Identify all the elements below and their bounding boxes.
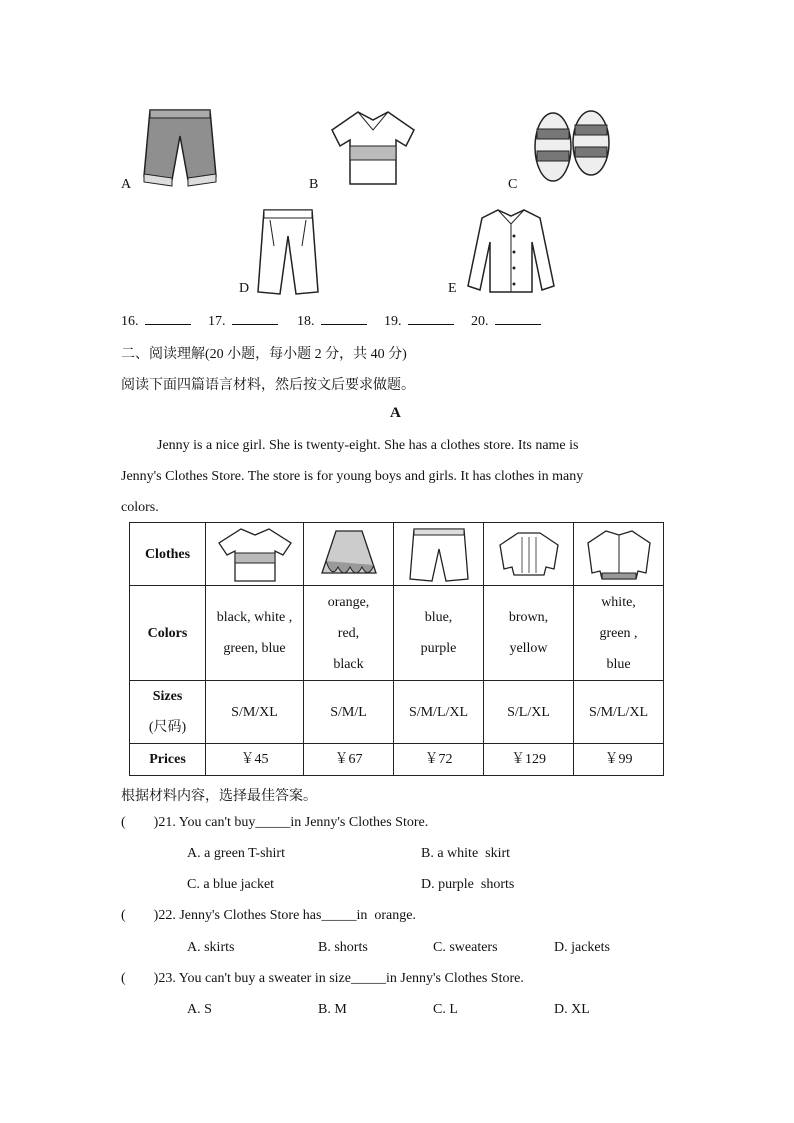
row-header-colors: Colors [130,586,206,681]
picture-label-a: A [121,177,132,192]
picture-c [527,107,617,185]
passage-line-2: Jenny's Clothes Store. The store is for young boys and girls. It has clothes in many [121,469,584,484]
clothes-cell [484,523,574,586]
answer-20: 20. [471,312,541,330]
price-cell: ￥45 [206,744,304,776]
picture-e [466,206,556,296]
sizes-cell: S/M/L [304,681,394,744]
colors-cell: black, white , green, blue [206,586,304,681]
question-23-option-c[interactable]: C. L [433,1002,458,1017]
passage-line-1: Jenny is a nice girl. She is twenty-eight. She has a clothes store. Its name is [157,438,579,453]
question-23-option-d[interactable]: D. XL [554,1002,590,1017]
question-23-option-b[interactable]: B. M [318,1002,347,1017]
picture-label-d: D [239,281,250,296]
section-heading: 二、阅读理解(20 小题，每小题 2 分，共 40 分) [121,347,407,362]
picture-b [328,108,418,188]
answer-19: 19. [384,312,454,330]
trousers-icon [256,206,320,296]
question-22-stem: ( )22. Jenny's Clothes Store has_____in orange. [121,908,416,923]
sandals-icon [527,107,617,185]
picture-d [256,206,320,296]
choose-instruction: 根据材料内容，选择最佳答案。 [121,789,317,804]
answer-18: 18. [297,312,367,330]
picture-label-e: E [448,281,457,296]
sweater-icon [496,529,562,579]
picture-a [138,106,222,188]
jacket-icon [584,527,654,581]
sizes-cell: S/L/XL [484,681,574,744]
question-21-option-c[interactable]: C. a blue jacket [187,877,275,892]
question-22-option-b[interactable]: B. shorts [318,940,368,955]
question-21-option-a[interactable]: A. a green T-shirt [187,846,285,861]
skirt-icon [318,527,380,581]
row-header-clothes: Clothes [130,523,206,586]
section-instruction: 阅读下面四篇语言材料，然后按文后要求做题。 [121,378,415,393]
question-22-option-a[interactable]: A. skirts [187,940,235,955]
answer-16: 16. [121,312,191,330]
colors-cell: white, green , blue [574,586,664,681]
clothes-cell [394,523,484,586]
passage-title: A [390,405,401,421]
sizes-cell: S/M/XL [206,681,304,744]
price-cell: ￥129 [484,744,574,776]
sizes-cell: S/M/L/XL [574,681,664,744]
row-header-sizes: Sizes (尺码) [130,681,206,744]
clothes-cell [304,523,394,586]
answer-blank[interactable] [495,312,541,325]
question-23-stem: ( )23. You can't buy a sweater in size_____in Jenny's Clothes Store. [121,971,524,986]
clothes-table [129,522,664,776]
passage-line-3: colors. [121,500,159,515]
shorts-icon [138,106,222,188]
clothes-cell [206,523,304,586]
polo-shirt-icon [328,108,418,188]
long-sleeve-shirt-icon [466,206,556,296]
answer-blank[interactable] [145,312,191,325]
shorts-icon [408,525,470,583]
price-cell: ￥67 [304,744,394,776]
answer-17: 17. [208,312,278,330]
picture-label-c: C [508,177,518,192]
answer-blank[interactable] [408,312,454,325]
question-23-option-a[interactable]: A. S [187,1002,212,1017]
picture-label-b: B [309,177,319,192]
question-22-option-c[interactable]: C. sweaters [433,940,498,955]
question-22-option-d[interactable]: D. jackets [554,940,610,955]
colors-cell: orange, red, black [304,586,394,681]
question-21-option-b[interactable]: B. a white skirt [421,846,511,861]
sizes-cell: S/M/L/XL [394,681,484,744]
question-21-stem: ( )21. You can't buy_____in Jenny's Clothes Store. [121,815,429,830]
question-21-option-d[interactable]: D. purple shorts [421,877,515,892]
price-cell: ￥72 [394,744,484,776]
colors-cell: blue, purple [394,586,484,681]
answer-blank[interactable] [232,312,278,325]
colors-cell: brown, yellow [484,586,574,681]
t-shirt-icon [217,525,293,583]
row-header-prices: Prices [130,744,206,776]
clothes-cell [574,523,664,586]
price-cell: ￥99 [574,744,664,776]
answer-blank[interactable] [321,312,367,325]
